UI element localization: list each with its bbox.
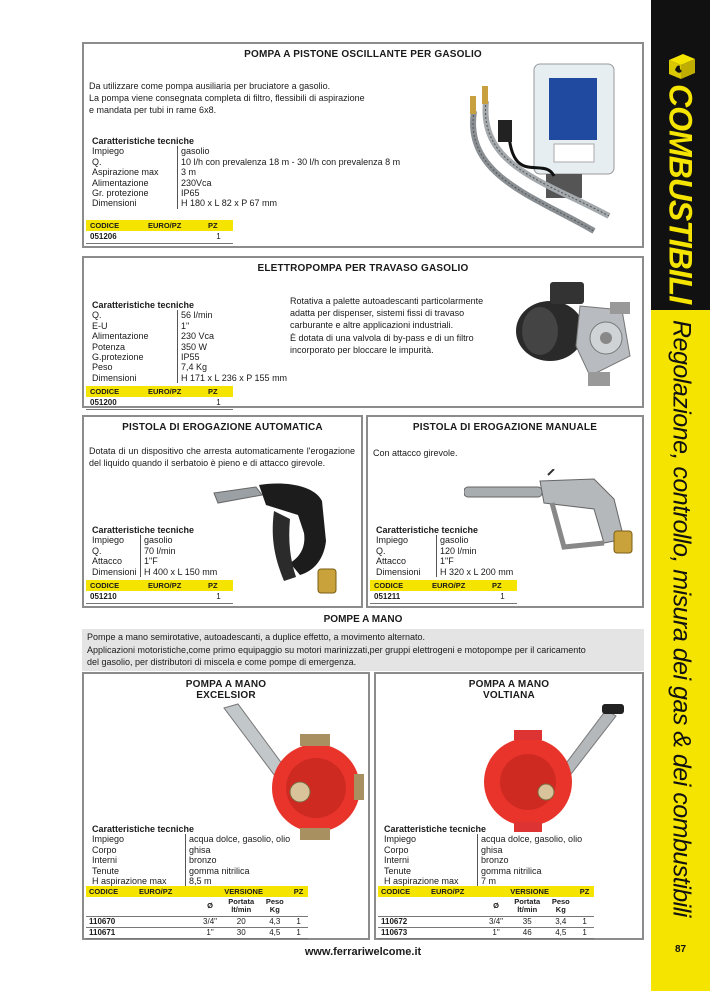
spec-value: 7,4 Kg [177,362,207,372]
pz-cell: 1 [575,927,594,938]
spec-row [92,198,400,208]
spec-value: 1" [177,321,189,331]
code-cell: 051200 [86,397,144,409]
code-table [86,580,233,604]
spec-key: Impiego [376,535,409,546]
spec-row [92,546,217,556]
specs-heading: Caratteristiche tecniche [92,300,195,310]
diam-cell: 3/4" [484,916,508,927]
spec-value: H 400 x L 150 mm [140,567,217,577]
col-euro: EURO/PZ [144,220,204,231]
spec-key: H aspirazione max [384,876,459,887]
spec-row [92,362,287,372]
pz-cell: 1 [575,916,594,927]
spec-value: H 171 x L 236 x P 155 mm [177,373,287,383]
spec-value: 7 m [477,876,496,886]
spec-value: bronzo [477,855,509,865]
product-voltiana-pump [374,672,644,940]
spec-row [92,331,287,341]
tech-specs [92,824,290,886]
spec-key: Tenute [92,865,120,876]
code-cell: 110671 [86,927,136,938]
spec-row [384,834,582,844]
spec-key: Impiego [384,834,417,845]
spec-key: Dimensioni [92,198,137,209]
spec-row [92,157,400,167]
spec-value: 350 W [177,342,207,352]
spec-row [376,567,513,577]
spec-key: Impiego [92,146,125,157]
spec-value: gasolio [140,535,173,545]
price-cell [428,916,484,927]
spec-row [92,373,287,383]
spec-row [92,146,400,156]
spec-key: Impiego [92,535,125,546]
col-peso [546,897,575,916]
excelsior-pump-image [204,702,364,842]
voltiana-pump-image [476,704,636,834]
spec-row [92,310,287,320]
table-row [86,231,233,243]
spec-key: Q. [376,545,386,556]
pz-cell: 1 [204,397,233,409]
section-description [87,631,642,669]
table-row [86,916,308,927]
desc-line: e mandata per tubi in rame 6x8. [89,105,217,115]
col-portata [222,897,260,916]
spec-value: 8,5 m [185,876,212,886]
spec-value: H 180 x L 82 x P 67 mm [177,198,277,208]
col-codice: CODICE [86,386,144,397]
code-table [370,580,517,604]
product-excelsior-pump [82,672,370,940]
col-pz: PZ [204,386,233,397]
col-codice: CODICE [378,886,428,897]
spec-row [92,855,290,865]
spec-row [376,556,513,566]
sub-empty [289,897,308,916]
code-cell: 051210 [86,591,144,603]
desc-line: È dotata di una valvola di by-pass e di un filtro [290,332,474,343]
spec-value: ghisa [477,845,503,855]
peso-cell: 4,5 [546,927,575,938]
spec-value: ghisa [185,845,211,855]
product-title [376,679,642,701]
spec-value: 120 l/min [436,546,477,556]
spec-key: G.protezione [92,352,144,363]
spec-row [92,876,290,886]
portata-label: Portata [514,897,541,907]
portata-cell: 46 [508,927,546,938]
product-description: Con attacco girevole. [373,448,458,458]
pz-cell: 1 [289,916,308,927]
code-cell: 110672 [378,916,428,927]
spec-value: gasolio [177,146,210,156]
table-row [378,916,594,927]
col-euro: EURO/PZ [428,886,484,897]
spec-row [92,352,287,362]
col-portata [508,897,546,916]
portata-cell: 20 [222,916,260,927]
spec-value: gasolio [436,535,469,545]
product-title-line1: POMPA A MANO [185,679,267,690]
sub-empty [136,897,198,916]
col-codice: CODICE [370,580,428,591]
spec-row [384,855,582,865]
specs-heading: Caratteristiche tecniche [92,136,195,146]
peso-cell: 4,3 [260,916,289,927]
desc-line: Rotativa a palette autoadescanti particolarmente [290,296,484,306]
version-table [86,886,308,939]
spec-key: H aspirazione max [92,876,167,887]
code-table [86,386,233,410]
specs-heading: Caratteristiche tecniche [376,525,479,535]
spec-row [376,535,513,545]
col-pz: PZ [204,220,233,231]
code-cell: 110670 [86,916,136,927]
page-number: 87 [674,944,687,955]
tech-specs [384,824,582,886]
spec-key: Alimentazione [92,177,149,188]
price-cell [144,591,204,603]
category-title: COMBUSTIBILI [662,84,699,304]
sub-empty [86,897,136,916]
product-piston-pump [82,42,644,248]
product-title-line1: POMPA A MANO [468,679,550,690]
spec-value: 1"F [436,556,454,566]
table-row [86,927,308,938]
col-pz: PZ [204,580,233,591]
spec-key: Tenute [384,865,412,876]
col-pz: PZ [488,580,517,591]
spec-key: Impiego [92,834,125,845]
peso-cell: 3,4 [546,916,575,927]
section-title: POMPE A MANO [323,614,403,625]
spec-row [92,188,400,198]
spec-key: Dimensioni [376,566,421,577]
desc-line: La pompa viene consegnata completa di filtro, flessibili di aspirazione [89,93,365,103]
portata-cell: 35 [508,916,546,927]
product-title: POMPA A PISTONE OSCILLANTE PER GASOLIO [244,49,482,60]
spec-key: Interni [92,855,118,866]
spec-key: Peso [92,362,113,373]
col-versione: VERSIONE [484,886,575,897]
product-title: PISTOLA DI EROGAZIONE MANUALE [412,422,598,433]
specs-heading: Caratteristiche tecniche [384,824,487,834]
product-title-line2: EXCELSIOR [196,690,256,701]
price-cell [136,927,198,938]
spec-key: Attacco [92,556,123,567]
spec-key: Alimentazione [92,331,149,342]
spec-key: Interni [384,855,410,866]
peso-label: Peso [265,897,284,907]
product-title: PISTOLA DI EROGAZIONE AUTOMATICA [122,422,323,433]
tech-specs [92,525,217,577]
peso-unit: Kg [555,905,566,915]
spec-key: Q. [92,545,102,556]
col-codice: CODICE [86,886,136,897]
spec-key: Potenza [92,341,126,352]
portata-cell: 30 [222,927,260,938]
peso-cell: 4,5 [260,927,289,938]
spec-key: Q. [92,310,102,321]
diam-cell: 3/4" [198,916,222,927]
price-cell [144,397,204,409]
product-description [290,295,510,356]
spec-value: bronzo [185,855,217,865]
spec-key: Dimensioni [92,372,137,383]
col-euro: EURO/PZ [144,580,204,591]
spec-value: 10 l/h con prevalenza 18 m - 30 l/h con prevalenza 8 m [177,157,400,167]
spec-row [92,342,287,352]
product-transfer-pump [82,256,644,408]
spec-value: 230 Vca [177,331,214,341]
pz-cell: 1 [488,591,517,603]
peso-label: Peso [551,897,570,907]
section-intro [82,629,644,671]
price-cell [428,591,488,603]
price-cell [136,916,198,927]
spec-row [384,876,582,886]
desc-line: adatta per dispenser, sistemi fissi di travaso [290,308,465,319]
code-cell: 051211 [370,591,428,603]
spec-value: 1"F [140,556,158,566]
spec-row [92,167,400,177]
pz-cell: 1 [204,231,233,243]
desc-line: incorporato per bloccare le impurità. [290,344,434,355]
website-link[interactable]: www.ferrariwelcome.it [304,946,422,958]
portata-unit: lt/min [231,905,252,915]
product-manual-nozzle [366,415,644,608]
col-codice: CODICE [86,220,144,231]
col-euro: EURO/PZ [136,886,198,897]
col-codice: CODICE [86,580,144,591]
col-euro: EURO/PZ [144,386,204,397]
col-peso [260,897,289,916]
col-pz: PZ [289,886,308,897]
spec-row [92,866,290,876]
category-subtitle: Regolazione, controllo, misura dei gas & dei combustibili [667,320,696,917]
tech-specs [92,300,287,383]
tech-specs [92,136,400,209]
spec-value: gomma nitrilica [477,866,542,876]
spec-row [92,567,217,577]
col-diam: Ø [484,897,508,916]
product-title [84,679,368,701]
spec-value: gomma nitrilica [185,866,250,876]
pz-cell: 1 [204,591,233,603]
spec-key: Corpo [384,844,409,855]
spec-row [384,866,582,876]
flame-cube-icon [661,50,701,82]
spec-value: 70 l/min [140,546,176,556]
spec-value: IP55 [177,352,200,362]
tech-specs [376,525,513,577]
table-row [370,591,517,603]
product-title: ELETTROPOMPA PER TRAVASO GASOLIO [257,263,469,274]
table-row [86,397,233,409]
diam-cell: 1" [484,927,508,938]
desc-line: Applicazioni motoristiche,come primo equipaggio su motori marinizzati,per gruppi elettrogeni e motopompe per il caricamento [87,644,586,655]
desc-line: del gasolio, per distributori di miscela e come pompe di emergenza. [87,657,357,668]
col-pz: PZ [575,886,594,897]
spec-value: H 320 x L 200 mm [436,567,513,577]
table-row [86,591,233,603]
code-table [86,220,233,244]
spec-row [92,321,287,331]
version-table [378,886,594,939]
specs-heading: Caratteristiche tecniche [92,824,195,834]
spec-value: acqua dolce, gasolio, olio [477,834,582,844]
spec-key: Aspirazione max [92,167,159,178]
spec-row [92,834,290,844]
spec-key: E-U [92,320,108,331]
col-euro: EURO/PZ [428,580,488,591]
sub-empty [428,897,484,916]
product-title-line2: VOLTIANA [483,690,535,701]
piston-pump-image [434,56,634,246]
spec-value: 3 m [177,167,196,177]
pz-cell: 1 [289,927,308,938]
diam-cell: 1" [198,927,222,938]
code-cell: 110673 [378,927,428,938]
spec-row [92,845,290,855]
spec-row [92,178,400,188]
sub-empty [378,897,428,916]
spec-value: IP65 [177,188,200,198]
table-row [378,927,594,938]
spec-value: acqua dolce, gasolio, olio [185,834,290,844]
spec-value: 230Vca [177,178,212,188]
product-description: Dotata di un dispositivo che arresta automaticamente l'erogazione del liquido quando il serbatoio è pieno e di attacco girevole. [89,446,355,468]
desc-line: Da utilizzare come pompa ausiliaria per bruciatore a gasolio. [89,81,331,91]
spec-row [384,845,582,855]
price-cell [428,927,484,938]
product-description [89,80,419,116]
spec-value: 56 l/min [177,310,213,320]
spec-row [92,556,217,566]
portata-unit: lt/min [517,905,538,915]
electric-pump-image [510,276,640,396]
peso-unit: Kg [269,905,280,915]
specs-heading: Caratteristiche tecniche [92,525,195,535]
spec-key: Q. [92,156,102,167]
code-cell: 051206 [86,231,144,243]
spec-key: Dimensioni [92,566,137,577]
portata-label: Portata [228,897,255,907]
spec-row [376,546,513,556]
spec-key: Gr. protezione [92,188,149,199]
product-auto-nozzle [82,415,363,608]
spec-row [92,535,217,545]
price-cell [144,231,204,243]
category-sidebar [651,0,710,991]
desc-line: Pompe a mano semirotative, autoadescanti, a duplice effetto, a movimento alternato. [87,632,426,642]
col-diam: Ø [198,897,222,916]
desc-line: carburante e altre applicazioni industriali. [290,320,454,331]
sub-empty [575,897,594,916]
spec-key: Attacco [376,556,407,567]
spec-key: Corpo [92,844,117,855]
col-versione: VERSIONE [198,886,289,897]
